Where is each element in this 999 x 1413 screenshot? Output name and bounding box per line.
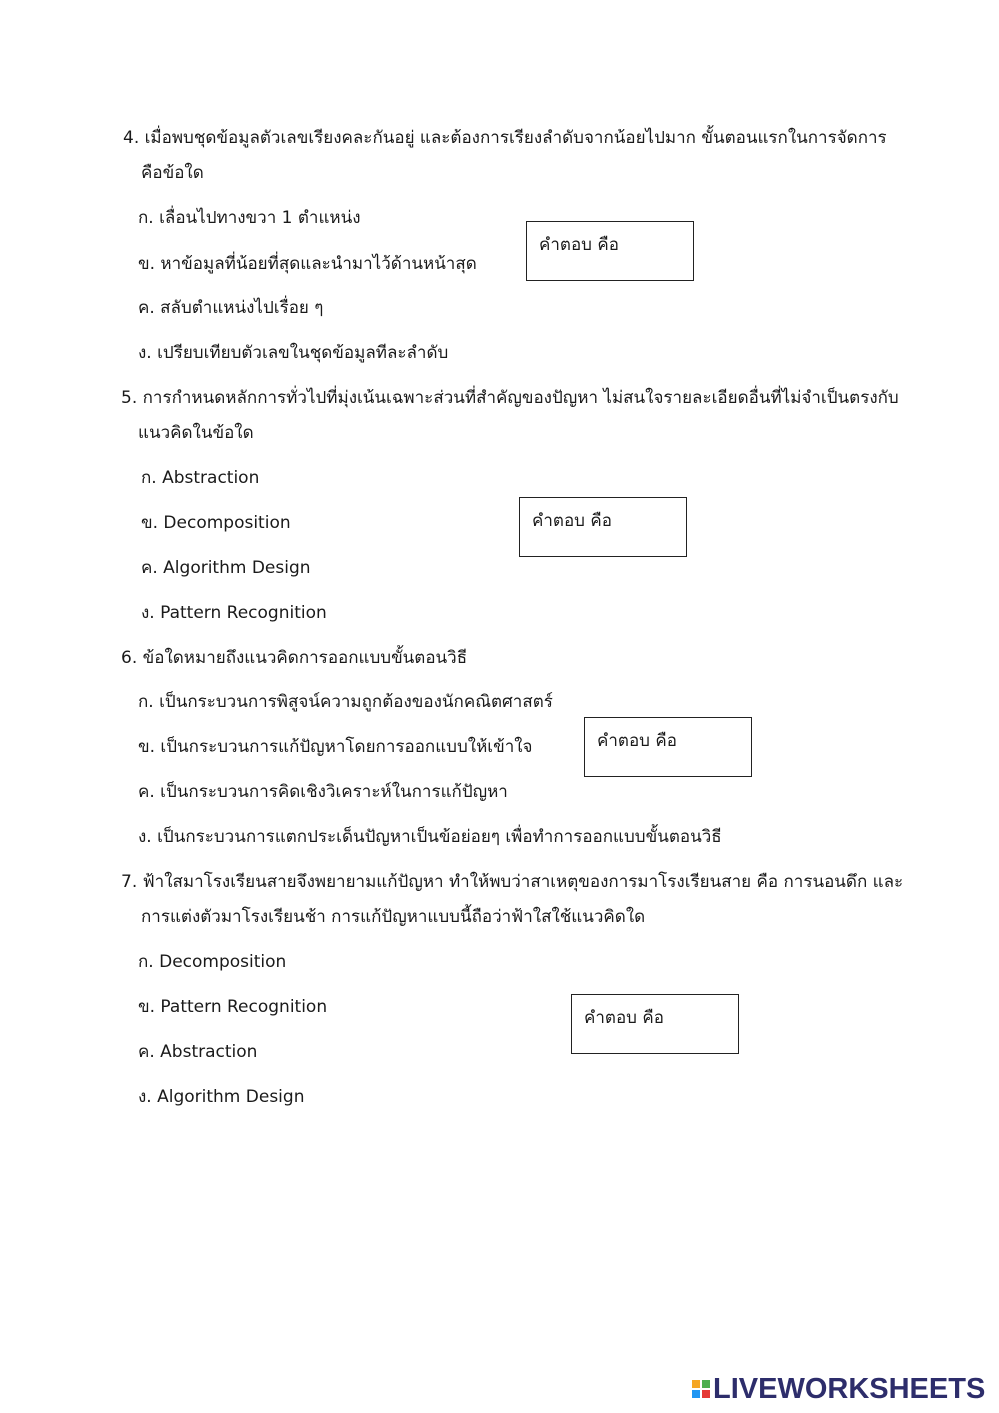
question-5-option-b: ข. Decomposition (141, 513, 291, 533)
question-4-option-a: ก. เลื่อนไปทางขวา 1 ตำแหน่ง (138, 208, 361, 228)
answer-label: คำตอบ คือ (539, 235, 619, 255)
question-5-stem-cont: แนวคิดในข้อใด (138, 423, 254, 443)
answer-label: คำตอบ คือ (584, 1008, 664, 1028)
logo-cubes-icon (692, 1380, 710, 1398)
question-7-option-a: ก. Decomposition (138, 952, 287, 972)
question-7-option-d: ง. Algorithm Design (138, 1087, 305, 1107)
question-4-option-c: ค. สลับตำแหน่งไปเรื่อย ๆ (138, 298, 324, 318)
question-5-option-c: ค. Algorithm Design (141, 558, 311, 578)
question-6-option-a: ก. เป็นกระบวนการพิสูจน์ความถูกต้องของนักคณิตศาสตร์ (138, 692, 553, 712)
question-5-option-a: ก. Abstraction (141, 468, 260, 488)
question-4-stem-cont: คือข้อใด (141, 163, 204, 183)
question-7-stem: 7. ฟ้าใสมาโรงเรียนสายจึงพยายามแก้ปัญหา ทำให้พบว่าสาเหตุของการมาโรงเรียนสาย คือ การนอนดึก และ (121, 872, 904, 892)
question-7-option-b: ข. Pattern Recognition (138, 997, 328, 1017)
question-4-option-d: ง. เปรียบเทียบตัวเลขในชุดข้อมูลทีละลำดับ (138, 343, 449, 363)
question-7-answer-box[interactable] (571, 994, 739, 1054)
question-4-option-b: ข. หาข้อมูลที่น้อยที่สุดและนำมาไว้ด้านหน้าสุด (138, 254, 477, 274)
liveworksheets-logo (692, 1372, 985, 1406)
question-7-stem-cont: การแต่งตัวมาโรงเรียนช้า การแก้ปัญหาแบบนี้ถือว่าฟ้าใสใช้แนวคิดใด (141, 907, 646, 927)
question-4-stem: 4. เมื่อพบชุดข้อมูลตัวเลขเรียงคละกันอยู่ และต้องการเรียงลำดับจากน้อยไปมาก ขั้นตอนแรกในการจัดการ (123, 128, 887, 148)
question-6-answer-box[interactable] (584, 717, 752, 777)
question-6-option-b: ข. เป็นกระบวนการแก้ปัญหาโดยการออกแบบให้เข้าใจ (138, 737, 533, 757)
question-5-stem: 5. การกำหนดหลักการทั่วไปที่มุ่งเน้นเฉพาะส่วนที่สำคัญของปัญหา ไม่สนใจรายละเอียดอื่นที่ไม่จำเป็นตรงกับ (121, 388, 899, 408)
question-5-option-d: ง. Pattern Recognition (141, 603, 327, 623)
logo-text: LIVEWORKSHEETS (713, 1372, 986, 1405)
question-4-answer-box[interactable] (526, 221, 694, 281)
answer-label: คำตอบ คือ (597, 731, 677, 751)
question-5-answer-box[interactable] (519, 497, 687, 557)
question-6-option-d: ง. เป็นกระบวนการแตกประเด็นปัญหาเป็นข้อย่อยๆ เพื่อทำการออกแบบขั้นตอนวิธี (138, 827, 722, 847)
question-7-option-c: ค. Abstraction (138, 1042, 258, 1062)
question-6-stem: 6. ข้อใดหมายถึงแนวคิดการออกแบบขั้นตอนวิธี (121, 648, 468, 668)
answer-label: คำตอบ คือ (532, 511, 612, 531)
question-6-option-c: ค. เป็นกระบวนการคิดเชิงวิเคราะห์ในการแก้ปัญหา (138, 782, 508, 802)
